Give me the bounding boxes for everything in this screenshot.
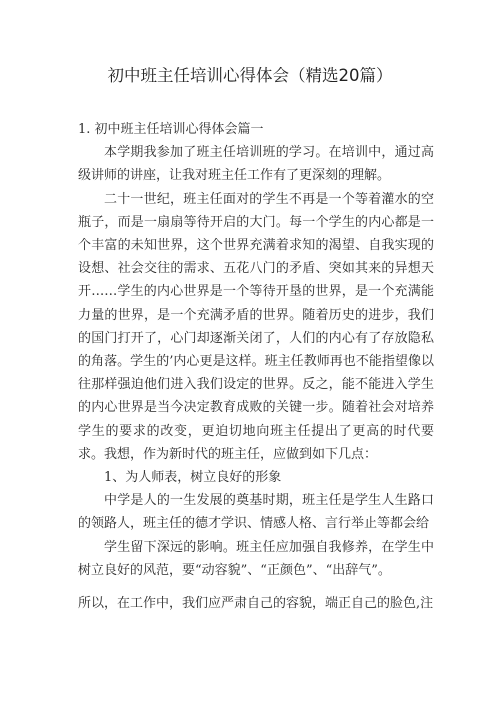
document-title: 初中班主任培训心得体会（精选20篇） [107, 66, 393, 85]
section-heading: 1. 初中班主任培训心得体会篇一 [78, 122, 264, 137]
paragraph: 本学期我参加了班主任培训班的学习。在培训中，通过高级讲师的讲座，让我对班主任工作有了更深刻的理解。 [78, 145, 434, 184]
paragraph: 二十一世纪，班主任面对的学生不再是一个等着灌水的空瓶子，而是一扇扇等待开启的大门。每一个学生的内心都是一个丰富的未知世界，这个世界充满着求知的渴望、自我实现的设想、社会交往的需求、五花八门的矛盾、突如其来的异想天开……学生的内心世界是一个等待开垦的世界，是一个充满能力量的世界，是一个充满矛盾的世界。随着历史的进步，我们的国门打开了，心门却逐渐关闭了，人们的内心有了存放隐私的角落。学生的’内心更是这样。班主任教师再也不能指望像以往那样强迫他们进入我们设定的世界。反之，能不能进入学生的内心世界是当今决定教育成败的关键一步。随着社会对培养学生的要求的改变，更迫切地向班主任提出了更高的时代要求。我想，作为新时代的班主任，应做到如下几点： [78, 191, 434, 462]
subheading: 1、为人师表，树立良好的形象 [104, 470, 282, 486]
document-body [78, 118, 434, 615]
paragraph: 所以，在工作中，我们应严肃自己的容貌，端正自己的脸色,注 [78, 596, 434, 612]
paragraph: 学生留下深远的影响。班主任应加强自我修养，在学生中树立良好的风范，要“动容貌”、“正颜色”、“出辞气”。 [78, 539, 434, 578]
paragraph: 中学是人的一生发展的奠基时期，班主任是学生人生路口的领路人，班主任的德才学识、情感人格、言行举止等都会给 [78, 493, 434, 532]
